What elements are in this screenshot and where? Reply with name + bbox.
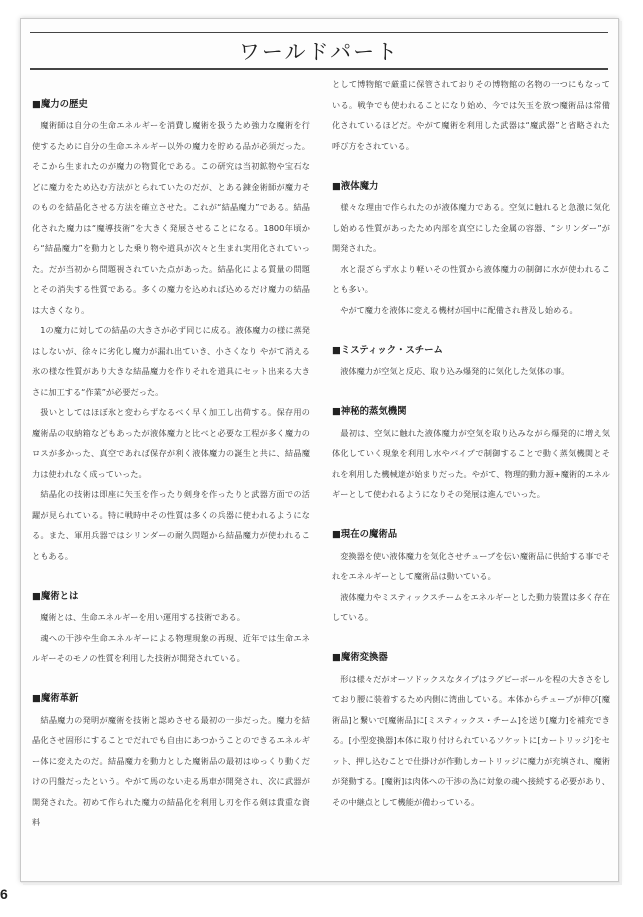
- section-heading: ■ミスティック・スチーム: [332, 344, 443, 356]
- paragraph: 魔術とは、生命エネルギーを用い運用する技術である。: [32, 612, 245, 622]
- section-continuation: [332, 74, 610, 156]
- section-heading: ■魔術とは: [32, 590, 79, 602]
- paragraph: 最初は、空気に触れた液体魔力が空気を取り込みながら爆発的に増え気体化していく現象を利用し水やパイプで制御することで動く蒸気機関とそれを利用した機械達が始まりだった。やがて、物理的動力源+魔術的エネルギーとして使われるようになりその発展は進んでいった。: [332, 427, 610, 499]
- section-mystic-steam: [332, 341, 610, 382]
- paragraph: 変換器を使い液体魔力を気化させチューブを伝い魔術品に供給する事でそれをエネルギーとして魔術品は動いている。: [332, 550, 610, 581]
- paragraph: 1の魔力に対しての結晶の大きさが必ず同じに成る。液体魔力の様に蒸発はしないが、徐々に劣化し魔力が漏れ出ていき、小さくなり やがて消える氷の様な性質があり大きな結晶魔力を作りそれを道具にセット出来る大きさに加工する“作業”が必要だった。: [32, 325, 310, 397]
- section-heading: ■液体魔力: [332, 180, 379, 192]
- page-number: 6: [0, 886, 8, 902]
- paragraph: 魂への干渉や生命エネルギーによる物理現象の再現、近年では生命エネルギーそのモノの性質を利用した技術が開発されている。: [32, 632, 310, 663]
- paragraph: として博物館で厳重に保管されておりその博物館の名物の一つにもなっている。戦争でも使われることになり始め、今では矢玉を放つ魔術品は常備化されているほどだ。やがて魔術を利用した武器は“魔武器”と省略された呼び方をされている。: [332, 79, 610, 151]
- section-heading: ■現在の魔術品: [332, 529, 398, 540]
- section-converter: [332, 648, 610, 812]
- section-present-items: [332, 525, 610, 628]
- section-heading: ■神秘的蒸気機関: [332, 406, 407, 417]
- section-liquid-magic: [332, 177, 610, 321]
- section-heading: ■魔力の歴史: [32, 98, 88, 110]
- section-heading: ■魔術変換器: [332, 652, 388, 663]
- paragraph: 液体魔力が空気と反応、取り込み爆発的に気化した気体の事。: [332, 366, 570, 376]
- paragraph: 様々な理由で作られたのが液体魔力である。空気に触れると急激に気化し始める性質があったため内部を真空にした金属の容器、“シリンダー”が開発された。: [332, 202, 610, 253]
- left-column: [32, 74, 310, 833]
- section-steam-engine: [332, 402, 610, 505]
- paragraph: やがて魔力を液体に変える機材が国中に配備され普及し始める。: [332, 304, 578, 315]
- section-magic: [32, 587, 310, 669]
- paragraph: 水と混ざらず水より軽いその性質から液体魔力の制御に水が使われることも多い。: [332, 263, 610, 294]
- paragraph: 結晶魔力の発明が魔術を技術と認めさせる最初の一歩だった。魔力を結晶化させ固形にすることでだれでも自由にあつかうことのできるエネルギー体に変えたのだ。結晶魔力を動力とした魔術品の最初はゆっくり動くだけの円盤だったという。やがて馬のない走る馬車が開発され、次に武器が開発された。初めて作られた魔力の結晶化を利用し刃を作る剣は貴重な資料: [32, 714, 310, 827]
- paragraph: 液体魔力やミスティックスチームをエネルギーとした動力装置は多く存在している。: [332, 591, 610, 622]
- paragraph: 扱いとしてはほぼ氷と変わらずなるべく早く加工し出荷する。保存用の魔術品の収納箱などもあったが液体魔力と比べと必要な工程が多く魔力のロスが多かった、真空であれば保存が利く液体魔力の誕生と共に、結晶魔力は使われなく成っていった。: [32, 407, 310, 479]
- right-column: [332, 74, 610, 812]
- paragraph: 結晶化の技術は即座に矢玉を作ったり剣身を作ったりと武器方面での活躍が見られている。特に戦時中その性質は多くの兵器に使われるようになる。また、軍用兵器ではシリンダーの耐久問題から結晶魔力が使われることもある。: [32, 489, 310, 561]
- title-banner: [30, 32, 608, 70]
- section-history: [32, 95, 310, 567]
- page-title: ワールドパート: [238, 39, 400, 64]
- section-revolution: [32, 689, 310, 833]
- section-heading: ■魔術革新: [32, 693, 79, 704]
- paragraph: 魔術師は自分の生命エネルギーを消費し魔術を扱うため強力な魔術を行使するために自分の生命エネルギー以外の魔力を貯める品が必須だった。そこから生まれたのが魔力の物質化である。この研究は当初鉱物や宝石などに魔力をため込む方法がとられていたのだが、とある錬金術師が魔力そのものを結晶化させる方法を確立させた。これが“結晶魔力”である。結晶化された魔力は“魔導技術”を大きく発展させることになる。1800年頃から“結晶魔力”を動力とした乗り物や道具が次々と生まれ実用化されていった。だが当初から問題視されていた点があった。結晶化による質量の問題とその消失する性質である。多くの魔力を込めれば込めるだけ魔力の結晶は大きくなり。: [32, 120, 310, 315]
- paragraph: 形は様々だがオーソドックスなタイプはラグビーボールを程の大きさをしており腰に装着するため内側に湾曲している。本体からチューブが伸び[魔術品]と繋いで[魔術品]に[ミスティックス・チーム]を送り[魔力]を補充できる。[小型変換器]本体に取り付けられているソケットに[カートリッジ]をセット、押し込むことで仕掛けが作動しカートリッジに魔力が充填され、魔術が発動する。[魔術]は肉体への干渉の為に対象の魂へ接続する必要があり、その中継点として機能が備わっている。: [332, 673, 610, 807]
